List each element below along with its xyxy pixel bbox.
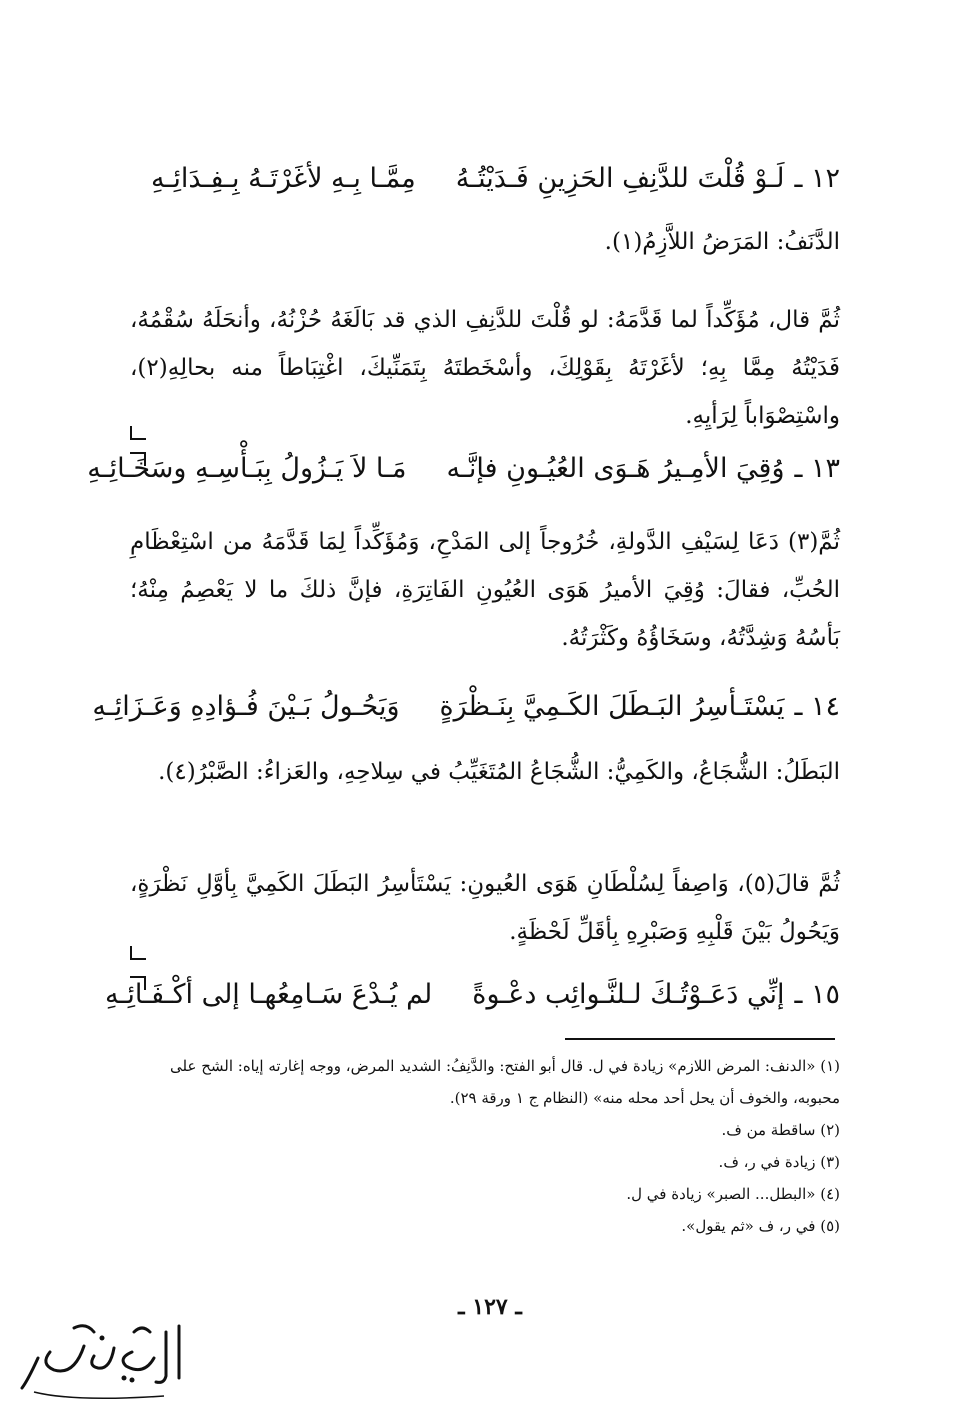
commentary-5: ثُمَّ قالَ(٥)، وَاصِفاً لِسُلْطَانِ هَوَى العُيونِ: يَسْتَأسِرُ البَطَلَ الكَمِيَّ بِأوَّلِ نَظْرَةٍ، وَيَحُولُ بَيْنَ قَلْبِهِ وَصَبْرِهِ بِأقَلِّ لَحْظَةٍ. [130,871,840,945]
footnote-4: (٤) «البطل... الصبر» زيادة في ل. [626,1185,840,1203]
commentary-2: ثُمَّ قال، مُؤَكِّداً لما قَدَّمَهُ: لو قُلْتَ للدَّنِفِ الذي قد بَالَغَهُ حُزْنُهُ، وأنحَلَهُ سُقْمُهُ، فَدَيْتُهُ مِمَّا بِهِ؛ لأغَرْتَهُ بِقَوْلِكَ، وأسْخَطتَهُ بِتَمَنِّيكَ، اغْتِبَاطاً منه بحالِهِ(٢)، واسْتِصْوَاباً لِرَأيِهِ. [130,307,840,429]
commentary-1: الدَّنَفُ: المَرَضُ اللاَّزِمُ(١). [604,229,840,255]
verse-14 [92,684,840,728]
commentary-3: ثُمَّ(٣) دَعَا لِسَيْفِ الدَّولةِ، خُرُوجاً إلى المَدْحِ، وَمُؤَكِّداً لِمَا قَدَّمَهُ من اسْتِعْظَامِ الحُبِّ، فقالَ: وُقِيَ الأميرُ هَوَى العُيُونِ الفَاتِرَةِ، فإنَّ ذلكَ ما لا يَعْصِمُ مِنْهُ؛ بَأسُهُ وَشِدَّتُهُ، وسَخَاؤُهُ وكَثْرَتُهُ. [130,529,840,651]
verse-hemistich-1: لَـوْ قُلْتَ للدَّنِفِ الحَزِينِ فَـدَيْتُـهُ [455,162,785,194]
footnote-1: (١) «الدنف: المرض اللازم» زيادة في ل. قال أبو الفتح: والدَّنِفُ: الشديد المرض، ووجه إغارته إياه: الشح على محبوبه، والخوف أن يحل أحد محله منه» (النظام ج ١ ورقة ٢٩). [170,1057,840,1107]
verse-hemistich-1: وُقِيَ الأمِـيرُ هَـوَى العُيُـونِ فإنَّـه [446,452,785,484]
verse-12 [130,156,840,200]
verse-number: ١٢ ـ [794,162,840,194]
verse-hemistich-2: وَيَحُـولُ بَـيْنَ فُـؤادِهِ وَعَـزَائِـهِ [92,690,400,722]
footnote-2: (٢) ساقطة من ف. [721,1121,840,1139]
footnote-3: (٣) زيادة في ر، ف. [718,1153,840,1171]
verse-13 [87,446,840,490]
verse-number: ١٥ ـ [794,978,840,1010]
verse-bracket-close [130,452,146,466]
commentary-4: البَطَلُ: الشُّجَاعُ، والكَمِيُّ: الشُّجَاعُ المُتَغَيِّبُ في سِلاحِهِ، والعَزاءُ: الصَّبْرُ(٤). [158,759,840,785]
verse-number: ١٤ ـ [794,690,840,722]
verse-number: ١٣ ـ [794,452,840,484]
verse-bracket-open [130,946,146,960]
verse-hemistich-2: مِمَّـا بِـهِ لأغَرْتَـهُ بِـفِـدَائِـهِ [151,162,416,194]
verse-hemistich-2: مَـا لاَ يَـزُولُ بِبَـأْسِـهِ وسَخَـائِـهِ [87,452,407,484]
verse-bracket-open [130,426,146,440]
verse-hemistich-1: يَسْتَـأسِرُ البَـطَلَ الكَـمِيَّ بِنَـظْرَةٍ [439,690,785,722]
verse-hemistich-2: لم يُـدْعَ سَـامِعُهـا إلى أكْـفَـائِـهِ [105,978,433,1010]
page-number: ـ ١٢٧ ـ [458,1294,522,1320]
footnote-5: (٥) في ر، ف «ثم يقول». [681,1217,840,1235]
verse-hemistich-1: إنِّي دَعَـوْتُـكَ لـلنَّـوائِب دعْـوةً [472,978,785,1010]
verse-15 [105,972,840,1016]
footnotes [130,1050,840,1242]
verse-bracket-close [130,976,146,990]
footnote-separator [565,1038,835,1040]
library-logo [14,1318,194,1408]
